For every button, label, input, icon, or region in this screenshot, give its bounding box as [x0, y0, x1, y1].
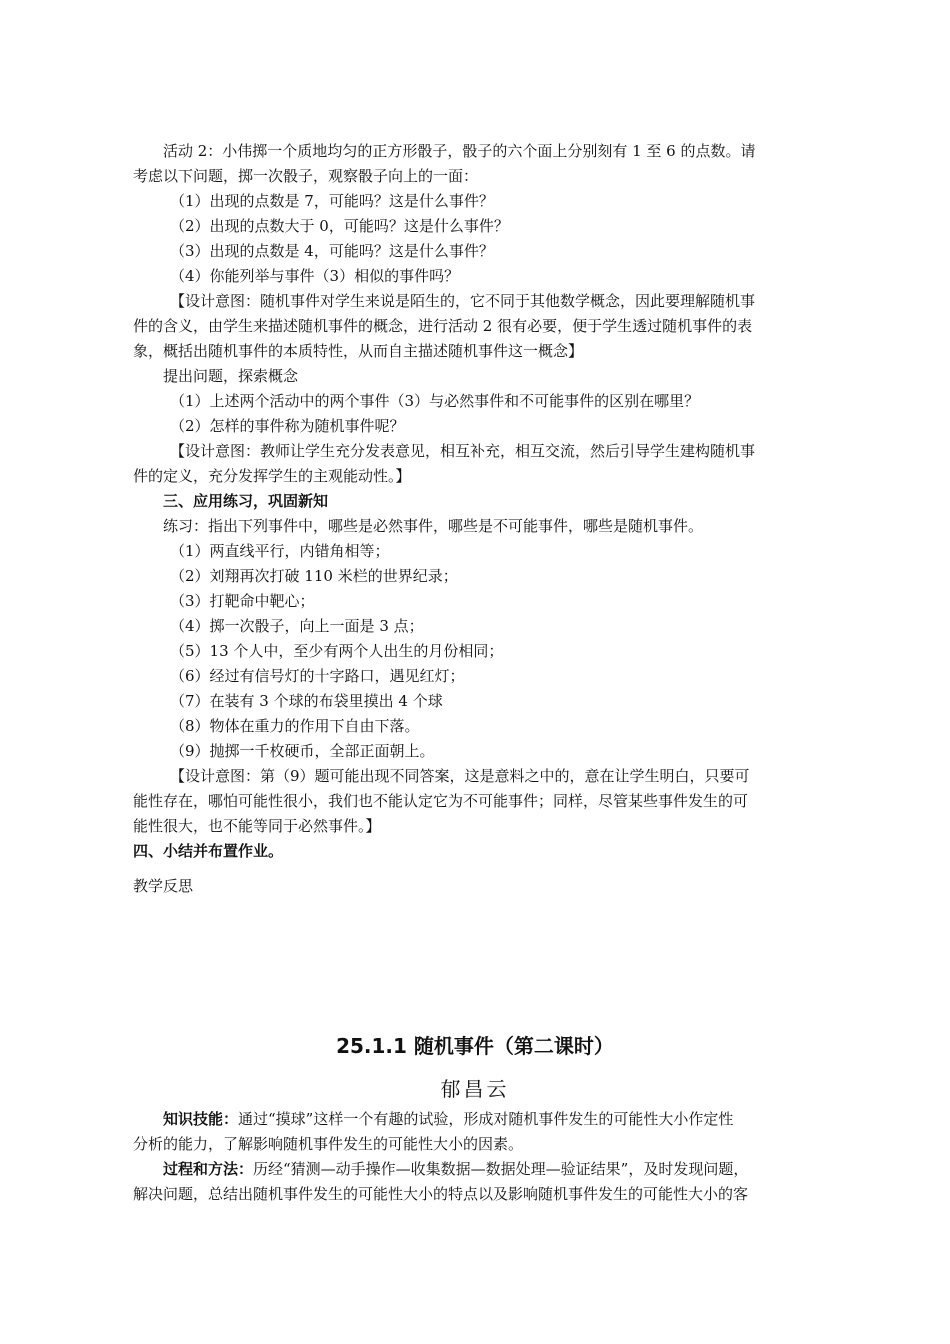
section-three-heading: 三、应用练习，巩固新知: [163, 492, 329, 510]
exercise-item-7: （7）在装有 3 个球的布袋里摸出 4 个球: [170, 692, 443, 710]
question-2: （2）出现的点数大于 0，可能吗？这是什么事件？: [170, 217, 509, 235]
knowledge-skills-label: 知识技能：: [163, 1110, 239, 1128]
question-4: （4）你能列举与事件（3）相似的事件吗？: [170, 267, 460, 285]
process-method-line-1: [163, 1159, 863, 1179]
exercise-item-4: （4）掷一次骰子，向上一面是 3 点；: [170, 617, 424, 635]
explore-heading: 提出问题，探索概念: [163, 367, 299, 385]
process-method-label: 过程和方法：: [163, 1160, 254, 1178]
design-intent-2-line-2: 件的定义，充分发挥学生的主观能动性。】: [133, 467, 411, 485]
exercise-intro: 练习：指出下列事件中，哪些是必然事件，哪些是不可能事件，哪些是随机事件。: [163, 517, 704, 535]
knowledge-skills-line-2: 分析的能力，了解影响随机事件发生的可能性大小的因素。: [133, 1135, 524, 1153]
section-four-heading: 四、小结并布置作业。: [133, 842, 284, 860]
lesson-author: 郁昌云: [440, 1077, 510, 1101]
activity2-line-2: 考虑以下问题，掷一次骰子，观察骰子向上的一面：: [133, 167, 479, 185]
process-method-line-2: 解决问题，总结出随机事件发生的可能性大小的特点以及影响随机事件发生的可能性大小的客: [133, 1185, 749, 1203]
lesson-title: 25.1.1 随机事件（第二课时）: [336, 1034, 614, 1058]
design-intent-1-line-3: 象，概括出随机事件的本质特性，从而自主描述随机事件这一概念】: [133, 342, 584, 360]
exercise-item-2: （2）刘翔再次打破 110 米栏的世界纪录；: [170, 567, 458, 585]
teaching-reflection-label: 教学反思: [133, 877, 194, 895]
exercise-item-8: （8）物体在重力的作用下自由下落。: [170, 717, 420, 735]
exercise-item-1: （1）两直线平行，内错角相等；: [170, 542, 390, 560]
process-method-text: 历经“猜测—动手操作—收集数据—数据处理—验证结果”，及时发现问题，: [253, 1160, 749, 1178]
knowledge-skills-text: 通过“摸球”这样一个有趣的试验，形成对随机事件发生的可能性大小作定性: [238, 1110, 734, 1128]
exercise-item-3: （3）打靶命中靶心；: [170, 592, 315, 610]
question-3: （3）出现的点数是 4，可能吗？这是什么事件？: [170, 242, 494, 260]
design-intent-3-line-3: 能性很大，也不能等同于必然事件。】: [133, 817, 381, 835]
design-intent-2-line-1: 【设计意图：教师让学生充分发表意见，相互补充，相互交流，然后引导学生建构随机事: [170, 442, 756, 460]
exercise-item-6: （6）经过有信号灯的十字路口，遇见红灯；: [170, 667, 465, 685]
design-intent-1-line-1: 【设计意图：随机事件对学生来说是陌生的，它不同于其他数学概念，因此要理解随机事: [170, 292, 756, 310]
question-1: （1）出现的点数是 7，可能吗？这是什么事件？: [170, 192, 494, 210]
knowledge-skills-line-1: [163, 1109, 863, 1129]
design-intent-1-line-2: 件的含义，由学生来描述随机事件的概念，进行活动 2 很有必要，便于学生透过随机事件的表: [133, 317, 753, 335]
exercise-item-9: （9）抛掷一千枚硬币，全部正面朝上。: [170, 742, 435, 760]
exercise-item-5: （5）13 个人中，至少有两个人出生的月份相同；: [170, 642, 504, 660]
design-intent-3-line-2: 能性存在，哪怕可能性很小，我们也不能认定它为不可能事件；同样，尽管某些事件发生的可: [133, 792, 749, 810]
activity2-line-1: 活动 2：小伟掷一个质地均匀的正方形骰子，骰子的六个面上分别刻有 1 至 6 的点数。请: [163, 142, 756, 160]
explore-question-1: （1）上述两个活动中的两个事件（3）与必然事件和不可能事件的区别在哪里？: [170, 392, 700, 410]
design-intent-3-line-1: 【设计意图：第（9）题可能出现不同答案，这是意料之中的，意在让学生明白，只要可: [170, 767, 750, 785]
explore-question-2: （2）怎样的事件称为随机事件呢？: [170, 417, 405, 435]
